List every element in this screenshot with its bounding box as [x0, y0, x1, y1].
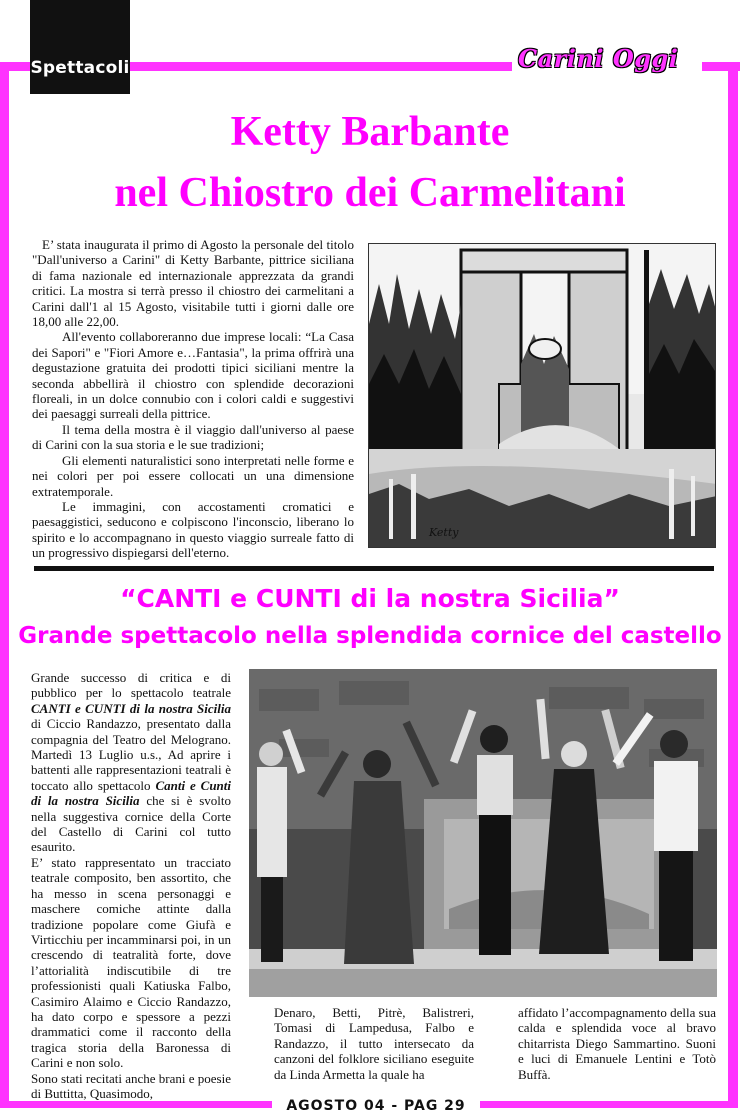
article2-col1-text: che si è svolto nella suggestiva cornice della Corte del Castello di Carini col tutto esaurito. — [31, 793, 231, 855]
article2-title-line1: “CANTI e CUNTI di la nostra Sicilia” — [120, 584, 620, 613]
article2-column2 — [274, 1005, 474, 1082]
stage-photo-illustration — [249, 669, 717, 997]
show-title: CANTI e CUNTI di la nostra Sicilia — [31, 700, 231, 716]
article1-paragraph: Il tema della mostra è il viaggio dall'universo al paese di Carini con la sua storia e le sue tradizioni; — [32, 421, 354, 453]
masthead — [512, 40, 702, 82]
article1-paragraph: All'evento collaboreranno due imprese locali: “La Casa dei Sapori" e "Fiori Amore e…Fantasia", la prima offrirà una degustazione gratuita dei prodotti tipici siciliani mentre la seconda abbellirà il chiostro con splendide decorazioni floreali, in un dolce connubio con i colori caldi e suggestivi dei paesaggi surreali della pittrice. — [32, 329, 354, 422]
article-divider — [34, 566, 714, 571]
painting-signature: Ketty — [429, 526, 459, 539]
article2-col1-paragraph2: E’ stato rappresentato un tracciato teatrale composito, ben assortito, che ha messo in scena personaggi e maschere comiche attinte dalla tradizione popolare come Giufà e Virticchiu per incamminarsi poi, in un crescendo di teatralità forte, dove l’attorialità indiscutibile di tre professionisti quali Katiuska Falbo, Casimiro Alaimo e Ciccio Randazzo, ha dato corpo e spessore a pezzi drammatici come il racconto della tragica storia della Baronessa di Carini e non solo. — [31, 854, 231, 1071]
painting-image — [368, 243, 716, 548]
article1-title-line2: nel Chiostro dei Carmelitani — [114, 170, 626, 216]
article1-paragraph: Gli elementi naturalistici sono interpretati nelle forme e nei colori per poi essere collocati un una dimensione extratemporale. — [32, 452, 354, 499]
article2-title-line2: Grande spettacolo nella splendida cornice del castello — [18, 623, 722, 649]
article1-paragraph: E’ stata inaugurata il primo di Agosto la personale del titolo "Dall'universo a Carini" di Ketty Barbante, pittrice siciliana di fama nazionale ed internazionale apprezzata da grandi critici. La mostra si terrà presso il chiostro dei carmelitani a Carini dall'1 al 15 Agosto, visitabile tutti i giorni dalle ore 18,00 alle 22,00. — [32, 237, 354, 330]
article2-col1-paragraph3: Sono stati recitati anche brani e poesie di Buttitta, Quasimodo, — [31, 1070, 231, 1101]
section-label: Spettacoli — [30, 58, 130, 78]
frame-bottom-left-bar — [0, 1101, 272, 1108]
frame-bottom-right-bar — [480, 1101, 738, 1108]
article2-column1 — [31, 670, 231, 1101]
article2-col1-text: Grande successo di critica e di pubblico per lo spettacolo teatrale — [31, 670, 231, 701]
stage-photo — [249, 669, 717, 997]
page-footer: AGOSTO 04 - PAG 29 — [286, 1098, 466, 1114]
article1-title-line1: Ketty Barbante — [230, 109, 510, 155]
article2-col1-text: di Ciccio Randazzo, presentato dalla compagnia del Teatro del Melograno. Martedì 13 Luglio u.s., Ad aprire i battenti alle rappresentazioni teatrali è toccato allo spettacolo — [31, 716, 231, 793]
article1-body — [32, 237, 354, 561]
painting-illustration — [369, 244, 716, 548]
article2-col3-paragraph: affidato l’accompagnamento della sua calda e splendida voce al bravo chitarrista Diego Sammartino. Suoni e luci di Emanuele Lentini e Totò Buffà. — [518, 1005, 716, 1082]
masthead-logo-text: Carini Oggi — [518, 44, 679, 73]
article2-column3 — [518, 1005, 716, 1082]
article2-col2-paragraph: Denaro, Betti, Pitrè, Balistreri, Tomasi di Lampedusa, Falbo e Randazzo, il tutto intersecato da canzoni del folklore siciliano eseguite da Linda Armetta la quale ha — [274, 1005, 474, 1082]
article2-col1-paragraph1 — [31, 670, 231, 855]
section-tab — [30, 0, 130, 94]
show-title: Canti e Cunti di la nostra Sicilia — [31, 777, 232, 809]
article1-paragraph: Le immagini, con accostamenti cromatici e paesaggistici, seducono e colpiscono l'inconscio, liberano lo spirito e lo accompagnano in questo viaggio surreale fatto di un progressivo dispiegarsi dell'eterno. — [32, 498, 354, 561]
